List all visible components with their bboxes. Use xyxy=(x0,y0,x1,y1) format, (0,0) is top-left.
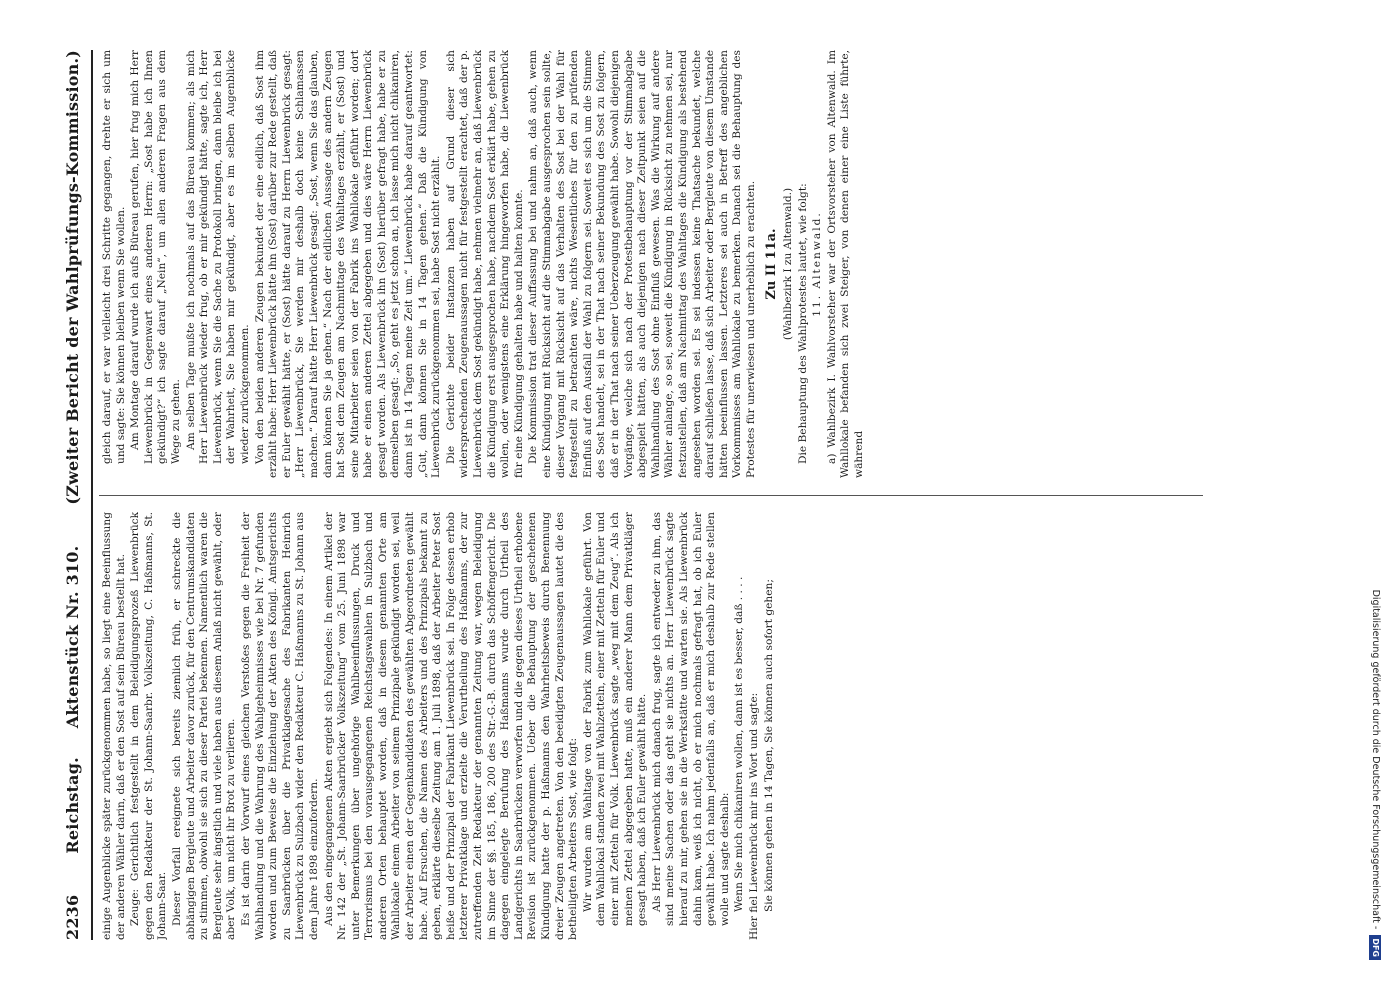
document-page xyxy=(55,50,1215,940)
header-right: (Zweiter Bericht der Wahlprüfungs-Kommission.) xyxy=(62,50,82,505)
paragraph: Es ist darin der Vorwurf eines gleichen Verstoßes gegen die Freiheit der Wahlhandlung und die Wahrung des Wahlgeheimnisses wie bei Nr. 7 gefunden worden und zum Beweise die Einziehung der Akten des Königl. Amtsgerichts zu Saarbrücken über die Privatklagesache des Fabrikanten Heinrich Liewenbrück zu Sulzbach wider den Redakteur C. Haßmanns zu St. Johann aus dem Jahre 1898 einzufordern. xyxy=(239,512,320,940)
paragraph: Wenn Sie mich chikaniren wollen, dann ist es besser, daß . . . . xyxy=(733,576,746,912)
paragraph: Am selben Tage mußte ich nochmals auf das Büreau kommen; als mich Herr Liewenbrück wieder frug, ob er mir gekündigt hätte, sagte ich, Herr Liewenbrück, wenn Sie die Sache zu Protokoll bringen, dann bleibe ich bei der Wahrheit, Sie haben mir gekündigt, aber es im selben Augenblicke wieder zurückgenommen. xyxy=(184,50,251,464)
paragraph: Am Montage darauf wurde ich aufs Büreau gerufen, hier frug mich Herr Liewenbrück in Gegenwart eines anderen Herrn: „Sost habe ich Ihnen gekündigt?“ ich sagte darauf „Nein“, um allen anderen Fragen aus dem Wege zu gehen. xyxy=(129,50,182,464)
paragraph: Von den beiden anderen Zeugen bekundet der eine eidlich, daß Sost ihm erzählt habe: Herr Liewenbrück hätte ihn (Sost) darüber zur Rede gestellt, daß er Euler gewählt hätte, er (Sost) hätte darauf zu Herrn Liewenbrück gesagt: „Herr Liewenbrück, Sie werden mir deshalb doch keine Schlamassen machen.“ Darauf hätte Herr Liewenbrück gesagt: „Sost, wenn Sie das glauben, dann können Sie ja gehen.“ Nach der eidlichen Aussage des andern Zeugen hat Sost dem Zeugen am Nachmittage des Wahltages erzählt, er (Sost) und seine Mitarbeiter seien von der Fabrik ins Wahllokale geführt worden; dort habe er einen anderen Zettel abgegeben und dies wäre Herrn Liewenbrück gesagt worden. Als Liewenbrück ihn (Sost) hierüber gefragt habe, habe er zu demselben gesagt: „So, geht es jetzt schon an, ich lasse mich nicht chikaniren, dann ist in 14 Tagen meine Zeit um.“ Liewenbrück habe darauf geantwortet: „Gut, dann können Sie in 14 Tagen gehen.“ Daß die Kündigung von Liewenbrück zurückgenommen sei, habe Sost nicht erzählt. xyxy=(253,50,443,478)
paragraph: einige Augenblicke später zurückgenommen habe, so liegt eine Beeinflussung der anderen Wähler darin, daß er den Sost auf sein Büreau bestellt hat. xyxy=(101,512,127,940)
paragraph: Sie können gehen in 14 Tagen, Sie können auch sofort gehen; xyxy=(762,579,775,912)
section-heading: Zu II 11a. xyxy=(763,228,779,300)
right-column xyxy=(101,50,1201,478)
digitization-text: Digitalisierung gefördert durch die Deutsche Forschungsgemeinschaft - xyxy=(1370,589,1381,930)
paragraph: Hier fiel Liewenbrück mir ins Wort und sagte: xyxy=(747,692,760,940)
digitization-note xyxy=(1368,40,1382,960)
dfg-logo: DFG xyxy=(1369,935,1381,960)
paragraph: Die Kommission trat dieser Auffassung bei und nahm an, daß auch, wenn eine Kündigung mit Rücksicht auf die Stimmabgabe ausgesprochen sein sollte, dieser Vorgang mit Rücksicht auf das Verhalten des Sost bei der Wahl für festgestellt zu betrachten wäre, nichts Wesentliches für den zu prüfenden Einfluß auf den Ausfall der Wahl zu folgern sei. Soweit es sich um die Stimme des Sost handelt, sei in der That nach seiner Bekundung des Sost zu folgern, daß er in der That nach seiner Ueberzeugung gewählt habe. Sowohl diejenigen Vorgänge, welche sich nach der Protestbehauptung vor der Stimmabgabe abgespielt hätten, als auch diejenigen nach dieser Zeitpunkt seien auf die Wahlhandlung des Sost ohne Einfluß gewesen. Was die Wirkung auf andere Wähler anlange, so sei, soweit die Kündigung in Rücksicht zu nehmen sei, nur festzustellen, daß am Nachmittag des Wahltages die Kündigung als bestehend angesehen worden sei. Es sei indessen keine Thatsache bekundet, welche darauf schließen lasse, daß sich Arbeiter oder Bergleute von diesem Umstande hätten beeinflussen lassen. Letzteres sei auch in Betreff des angeblichen Vorkommnisses am Wahllokale zu bemerken. Danach sei die Behauptung des Protestes für unerwiesen und unerheblich zu erachten. xyxy=(527,50,757,478)
column-divider xyxy=(99,495,1203,496)
paragraph: Aus den eingegangenen Akten ergiebt sich Folgendes: In einem Artikel der Nr. 142 der „St. Johann-Saarbrücker Volkszeitung“ vom 25. Juni 1898 war unter Bemerkungen über ungehörige Wahlbeeinflussungen, Druck und Terrorismus bei den vorausgegangenen Reichstagswahlen in Sulzbach und anderen Orten behauptet worden, daß in diesem genannten Orte am Wahllokale einem Arbeiter von seinem Prinzipale gekündigt worden sei, weil der Arbeiter einen der Gegenkandidaten des gewählten Abgeordneten gewählt habe. Auf Ersuchen, die Namen des Arbeiters und des Prinzipals bekannt zu geben, erklärte dieselbe Zeitung am 1. Juli 1898, daß der Arbeiter Peter Sost heiße und der Prinzipal der Fabrikant Liewenbrück sei. In Folge dessen erhob letzterer Privatklage und erzielte die Verurtheilung des Haßmanns, der zur zutreffenden Zeit Redakteur der genannten Zeitung war, wegen Beleidigung im Sinne der §§. 185, 186, 200 des Str.-G.-B. durch das Schöffengericht. Die dagegen eingelegte Berufung des Haßmanns wurde durch Urtheil des Landgerichts in Saarbrücken verworfen und die gegen dieses Urtheil erhobene Revision ist zurückgenommen. Ueber die Behauptung der geschehenen Kündigung hatte der p. Haßmanns den Wahrheitsbeweis durch Benennung dreier Zeugen angetreten. Von den beeidigten Zeugenaussagen lautet die des betheiligten Arbeiters Sost, wie folgt: xyxy=(322,512,580,940)
paragraph: Die Gerichte beider Instanzen haben auf Grund dieser sich widersprechenden Zeugenaussagen nicht für festgestellt erachtet, daß der p. Liewenbrück dem Sost gekündigt habe, nehmen vielmehr an, daß Liewenbrück die Kündigung erst ausgesprochen habe, nachdem Sost erklärt habe, gehen zu wollen, oder wenigstens eine Erklärung hingeworfen habe, die Liewenbrück für eine Kündigung gehalten habe und halten konnte. xyxy=(444,50,525,478)
paragraph: 11. Altenwald. xyxy=(811,211,824,317)
paragraph: (Wahlbezirk I zu Altenwald.) xyxy=(782,187,795,341)
paragraph: Als Herr Liewenbrück mich danach frug, sagte ich entweder zu ihm, das sind meine Sachen oder das geht sie nichts an. Herr Liewenbrück sagte hierauf zu mir, gehen sie in die Werkstätte und warten sie. Als Liewenbrück dahin kam, weiß ich nicht, ob er mich nochmals gefragt hat, ob ich Euler gewählt habe. Ich nahm jedenfalls an, daß er mich deshalb zur Rede stellen wolle und sagte deshalb: xyxy=(650,512,731,926)
paragraph: Die Behauptung des Wahlprotestes lautet, wie folgt: xyxy=(796,183,809,464)
header-center: Aktenstück Nr. 310. xyxy=(62,545,82,729)
header-left: Reichstag. xyxy=(62,757,82,854)
page-number: 2236 xyxy=(62,894,82,940)
paragraph: Dieser Vorfall ereignete sich bereits ziemlich früh, er schreckte die abhängigen Bergleute und Arbeiter davor zurück, für den Centrumskandidaten zu stimmen, obwohl sie sich zu dieser Partei bekennen. Namentlich waren die Bergleute sehr ängstlich und viele haben aus diesem Anlaß nicht gewählt, oder aber Volk, um nicht ihr Brot zu verlieren. xyxy=(170,512,238,940)
running-header xyxy=(55,50,89,940)
paragraph: a) Wahlbezirk I. Wahlvorsteher war der Ortsvorsteher von Altenwald. Im Wahllokale befanden sich zwei Steiger, von denen einer eine Liste führte, während xyxy=(825,50,866,478)
paragraph: Wir wurden am Wahltage von der Fabrik zum Wahllokale geführt. Von dem Wahllokal standen zwei mit Wahlzetteln, einer mit Zetteln für Euler und einer mit Zetteln für Volk. Liewenbrück sagte „weg mit dem Zeug“. Als ich meinen Zettel abgegeben hatte, muß ein anderer Mann dem Privatkläger gesagt haben, daß ich Euler gewählt hätte. xyxy=(581,512,649,926)
header-title xyxy=(63,505,82,895)
paragraph: Zeuge: Gerichtlich festgestellt in dem Beleidigungsprozeß Liewenbrück gegen den Redakteur der St. Johann-Saarbr. Volkszeitung, C. Haßmanns, St. Johann-Saar. xyxy=(129,512,169,940)
left-column xyxy=(101,512,1201,940)
header-rule xyxy=(91,50,93,940)
paragraph: gleich darauf, er war vielleicht drei Schritte gegangen, drehte er sich um und sagte: Sie können bleiben wenn Sie wollen. xyxy=(101,50,127,464)
